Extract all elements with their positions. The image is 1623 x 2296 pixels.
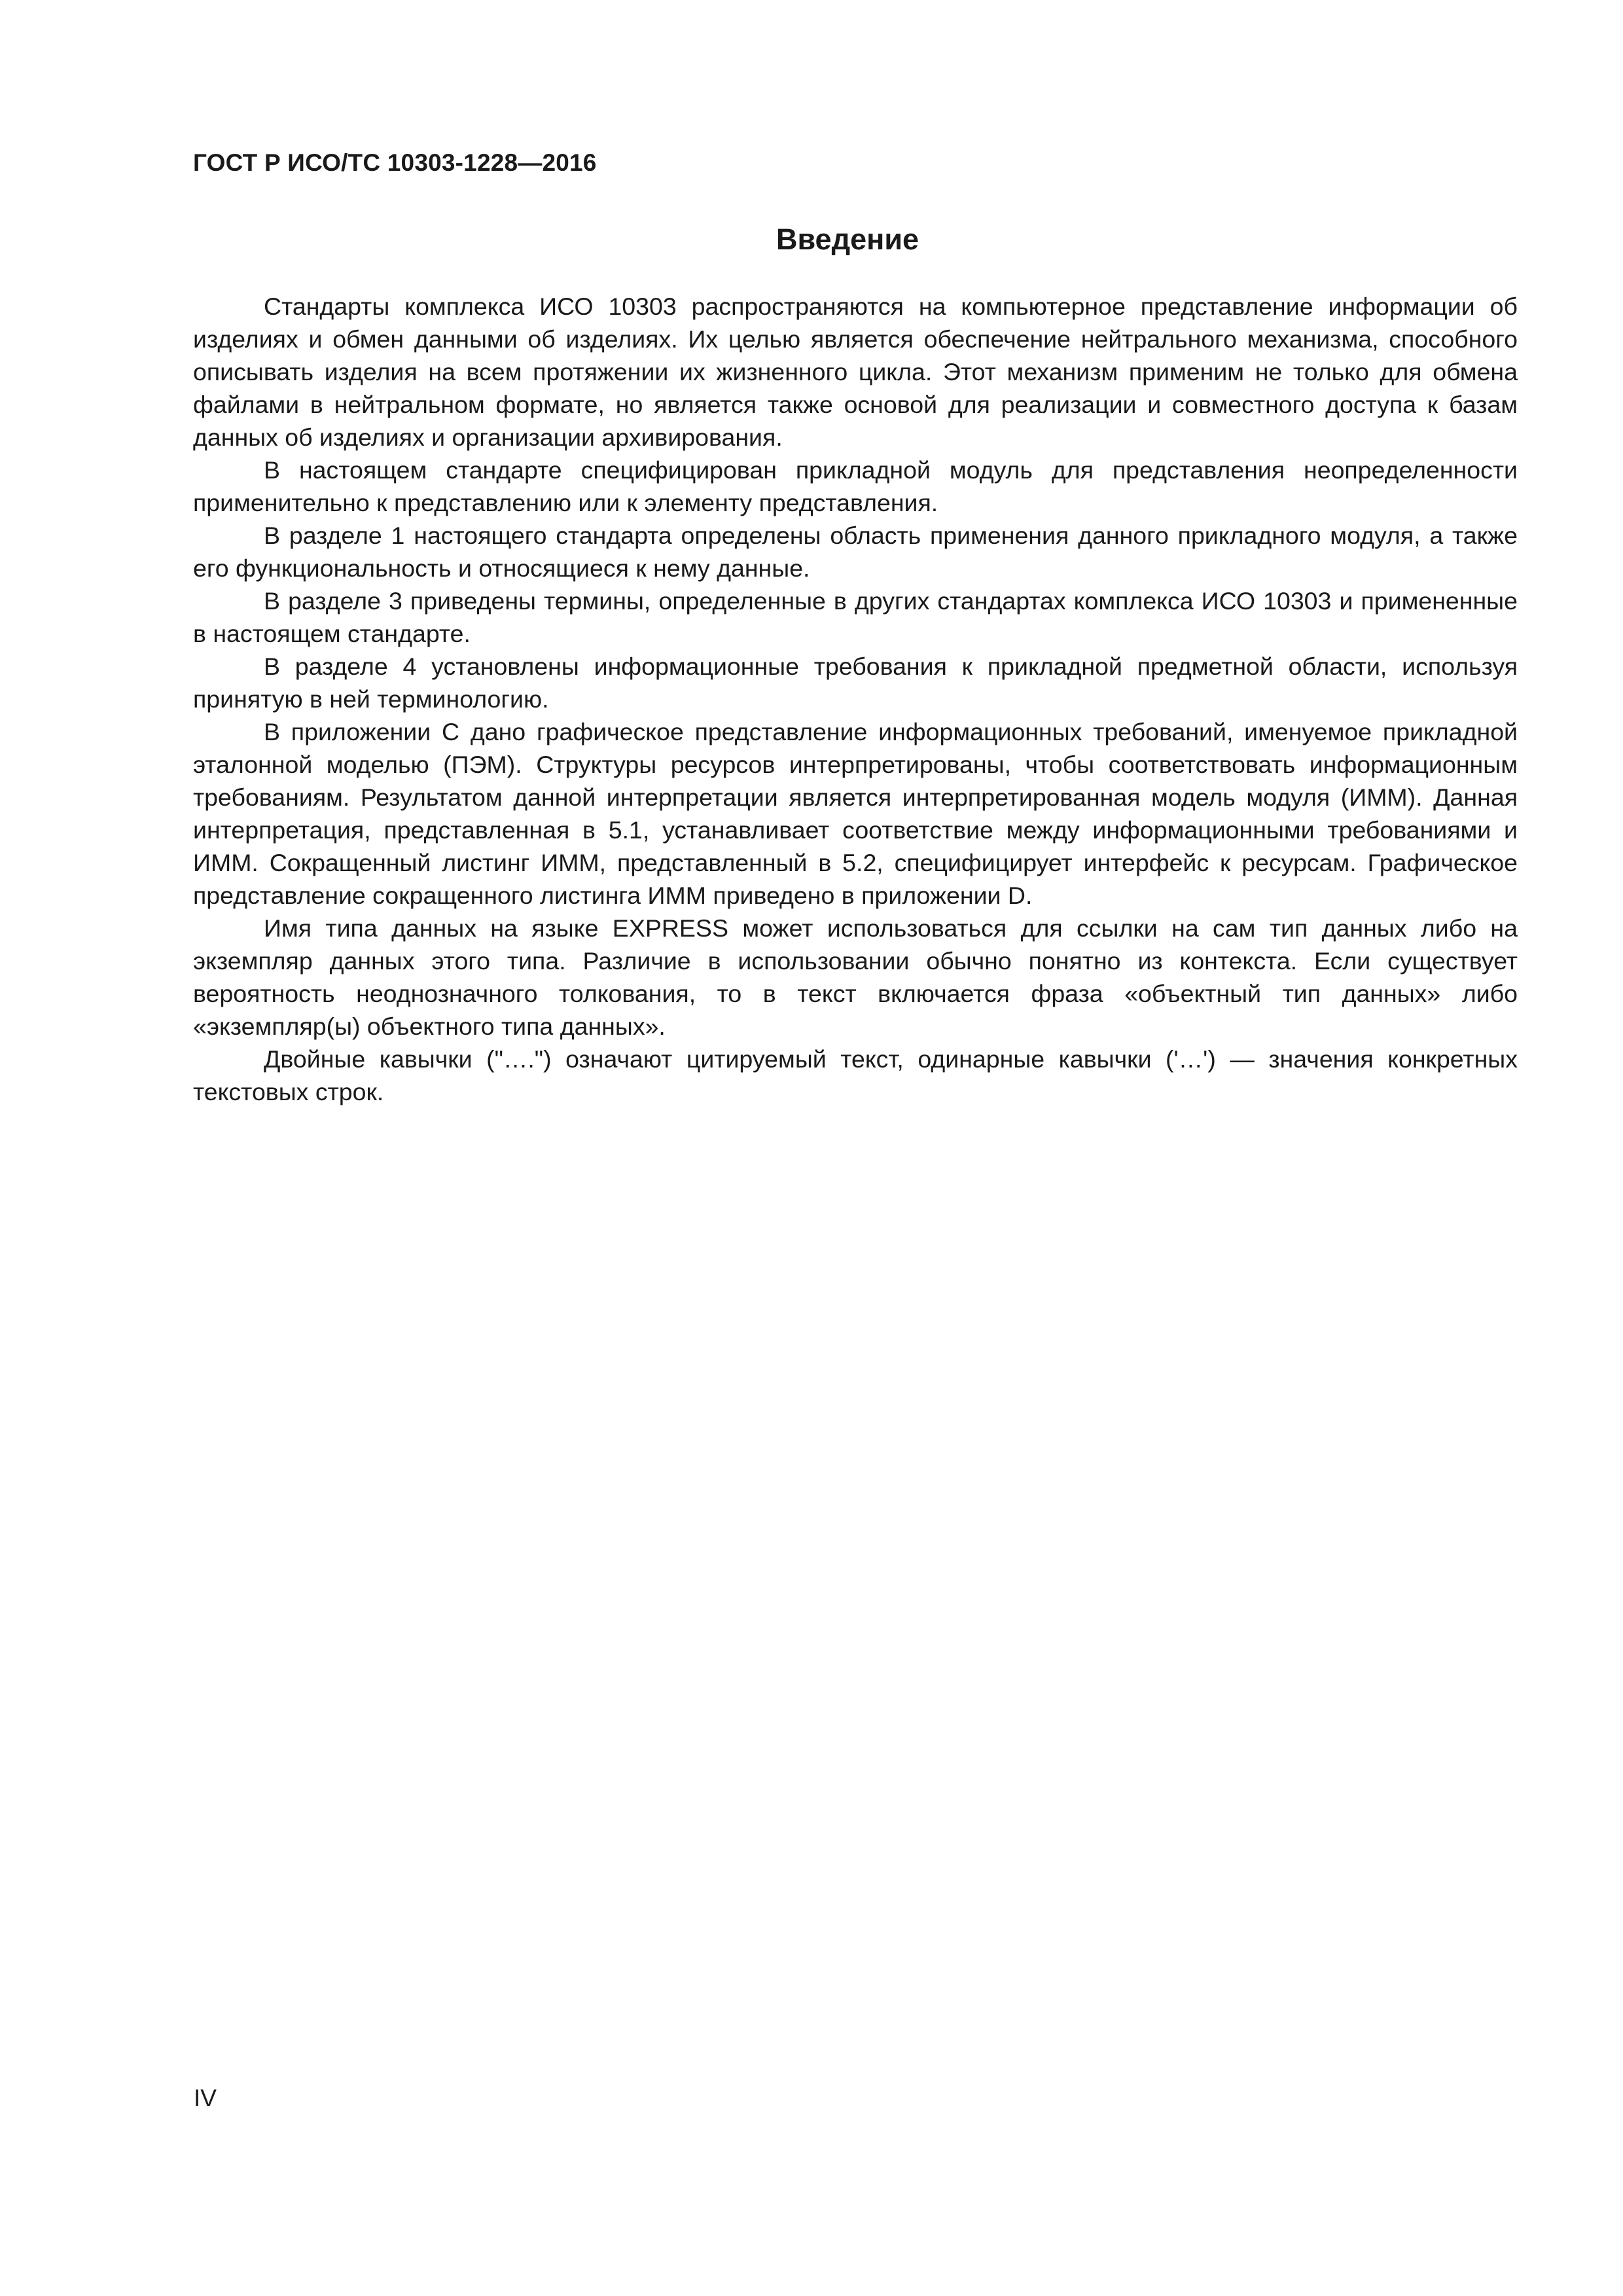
paragraph: Стандарты комплекса ИСО 10303 распространяются на компьютерное представление информации об изделиях и обмен данными об изделиях. Их целью является обеспечение нейтрального механизма, способного описывать изделия на всем протяжении их жизненного цикла. Этот механизм применим не только для обмена файлами в нейтральном формате, но является также основой для реализации и совместного доступа к базам данных об изделиях и организации архивирования.: [193, 293, 1518, 451]
section-title: Введение: [776, 223, 919, 256]
document-code-header: ГОСТ Р ИСО/ТС 10303-1228—2016: [193, 149, 597, 176]
paragraph: В настоящем стандарте специфицирован прикладной модуль для представления неопределенности применительно к представлению или к элементу представления.: [193, 456, 1518, 516]
paragraph: В приложении С дано графическое представление информационных требований, именуемое прикладной эталонной моделью (ПЭМ). Структуры ресурсов интерпретированы, чтобы соответствовать информационным требованиям. Результатом данной интерпретации является интерпретированная модель модуля (ИММ). Данная интерпретация, представленная в 5.1, устанавливает соответствие между информационными требованиями и ИММ. Сокращенный листинг ИММ, представленный в 5.2, специфицирует интерфейс к ресурсам. Графическое представление сокращенного листинга ИММ приведено в приложении D.: [193, 718, 1518, 909]
page-number: IV: [194, 2085, 217, 2111]
body-text: [193, 290, 1518, 1108]
paragraph: В разделе 1 настоящего стандарта определены область применения данного прикладного модуля, а также его функциональность и относящиеся к нему данные.: [193, 522, 1518, 582]
paragraph: Имя типа данных на языке EXPRESS может использоваться для ссылки на сам тип данных либо на экземпляр данных этого типа. Различие в использовании обычно понятно из контекста. Если существует вероятность неоднозначного толкования, то в текст включается фраза «объектный тип данных» либо «экземпляр(ы) объектного типа данных».: [193, 914, 1518, 1040]
paragraph: В разделе 4 установлены информационные требования к прикладной предметной области, используя принятую в ней терминологию.: [193, 653, 1518, 713]
paragraph: Двойные кавычки ("….") означают цитируемый текст, одинарные кавычки ('…') — значения конкретных текстовых строк.: [193, 1045, 1518, 1105]
paragraph: В разделе 3 приведены термины, определенные в других стандартах комплекса ИСО 10303 и примененные в настоящем стандарте.: [193, 587, 1518, 647]
